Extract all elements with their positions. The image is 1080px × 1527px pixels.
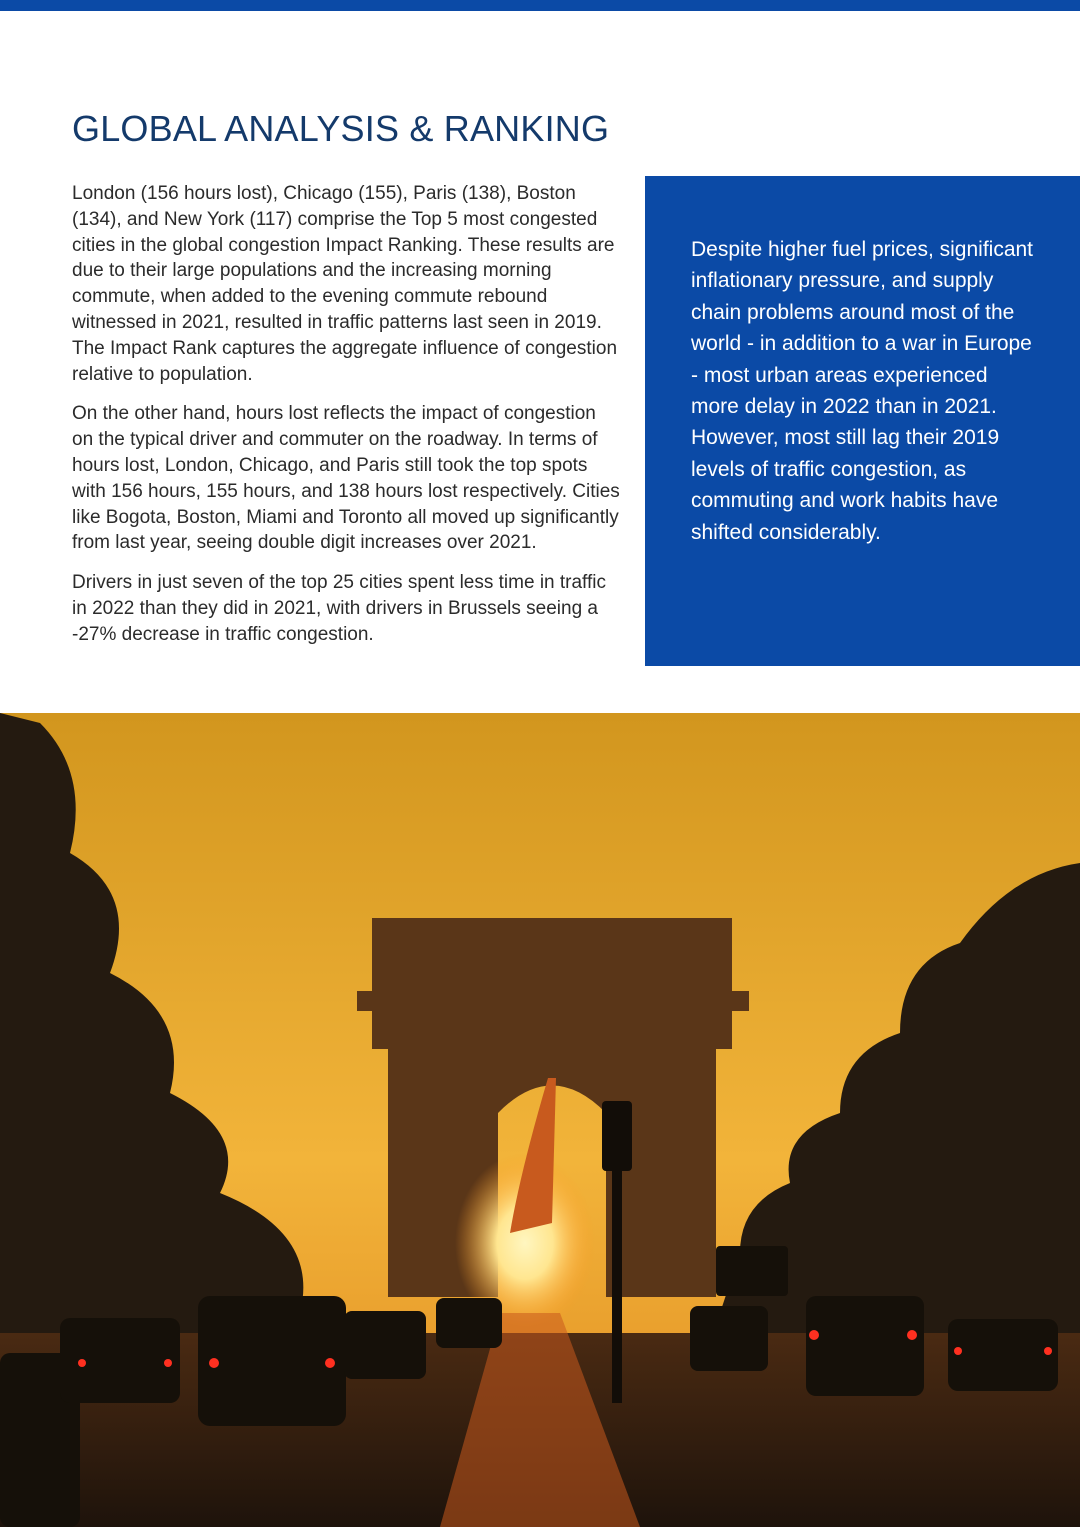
body-paragraph-2: On the other hand, hours lost reflects the impact of congestion on the typical driver and commuter on the roadway. In terms of hours lost, London, Chicago, and Paris still took the top spots with 156 hours, 155 hours, and 138 hours lost respectively. Cities like Bogota, Boston, Miami and Toronto all moved up significantly from last year, seeing double digit increases over 2021.	[72, 403, 620, 554]
traffic-light	[602, 1101, 632, 1171]
callout-box	[645, 176, 1080, 666]
callout-text: Despite higher fuel prices, significant inflationary pressure, and supply chain problems around most of the world - in addition to a war in Europe - most urban areas experienced more delay in 2022 than in 2021. However, most still lag their 2019 levels of traffic congestion, as commuting and work habits have shifted considerably.	[691, 238, 1034, 544]
body-text-column	[72, 181, 620, 662]
arc-de-triomphe-sunset-photo	[0, 713, 1080, 1527]
top-accent-bar	[0, 0, 1080, 11]
body-paragraph-1: London (156 hours lost), Chicago (155), Paris (138), Boston (134), and New York (117) comprise the Top 5 most congested cities in the global congestion Impact Ranking. These results are due to their large populations and the increasing morning commute, when added to the evening commute rebound witnessed in 2021, resulted in traffic patterns last seen in 2019. The Impact Rank captures the aggregate influence of congestion relative to population.	[72, 183, 618, 385]
body-paragraph-3: Drivers in just seven of the top 25 cities spent less time in traffic in 2022 than they did in 2021, with drivers in Brussels seeing a -27% decrease in traffic congestion.	[72, 572, 606, 645]
page-title: GLOBAL ANALYSIS & RANKING	[72, 108, 610, 149]
